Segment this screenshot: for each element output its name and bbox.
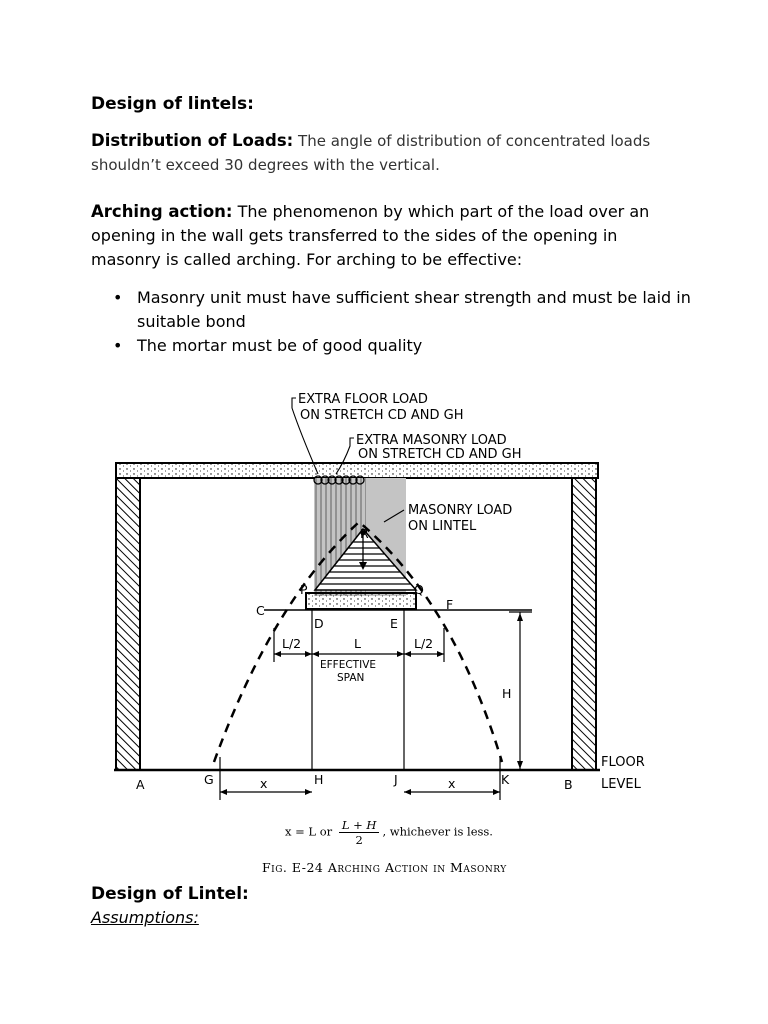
- label-extra-masonry-2: ON STRETCH CD AND GH: [358, 447, 522, 462]
- point-b: B: [564, 777, 573, 792]
- page-title: Design of lintels:: [91, 94, 254, 114]
- conditions-list: [91, 286, 691, 358]
- label-effective-1: EFFECTIVE: [320, 659, 377, 671]
- label-extra-floor-2: ON STRETCH CD AND GH: [300, 408, 464, 423]
- dim-x-left: x: [260, 776, 268, 791]
- section-heading: Design of Lintel:: [91, 884, 249, 904]
- dim-x-right: x: [448, 776, 456, 791]
- point-f: F: [446, 597, 454, 612]
- list-item: • The mortar must be of good quality: [91, 334, 691, 358]
- dim-l2-left: L/2: [282, 636, 302, 651]
- point-r: R: [360, 526, 369, 541]
- point-p: P: [300, 582, 308, 597]
- formula-rhs: , whichever is less.: [382, 824, 493, 839]
- point-g: G: [204, 772, 214, 787]
- formula-lhs: x = L or: [285, 824, 333, 839]
- dim-l: L: [354, 636, 361, 651]
- formula-denominator: 2: [355, 833, 363, 847]
- list-item: • Masonry unit must have sufficient shear strength and must be laid in suitable bond: [91, 286, 691, 334]
- point-k: K: [501, 772, 510, 787]
- point-d: D: [314, 616, 324, 631]
- distribution-heading: Distribution of Loads:: [91, 131, 294, 150]
- effective-span-formula: [285, 818, 493, 847]
- point-c: C: [256, 603, 265, 618]
- label-masonry-2: ON LINTEL: [408, 519, 477, 534]
- dim-l2-right: L/2: [414, 636, 434, 651]
- assumptions-heading: Assumptions:: [91, 908, 199, 927]
- label-floor-2: LEVEL: [601, 777, 641, 792]
- arching-heading: Arching action:: [91, 202, 233, 221]
- formula-numerator: L + H: [339, 818, 380, 833]
- label-masonry-1: MASONRY LOAD: [408, 503, 513, 518]
- figure-caption: Fig. E-24 Arching Action in Masonry: [262, 860, 507, 875]
- right-wall: [572, 478, 596, 770]
- arching-paragraph: [91, 200, 691, 272]
- distribution-paragraph: [91, 129, 691, 177]
- left-wall: [116, 478, 140, 770]
- point-q: Q: [414, 582, 424, 597]
- label-extra-floor-1: EXTRA FLOOR LOAD: [298, 392, 428, 407]
- lintel-beam: [306, 593, 416, 609]
- point-e: E: [390, 616, 398, 631]
- formula-fraction: [339, 818, 380, 847]
- point-h: H: [314, 772, 324, 787]
- label-effective-2: SPAN: [337, 672, 365, 684]
- arching-text: The phenomenon by which part of the load over an opening in the wall gets transferred to the sides of the opening in masonry is called arching. For arching to be effective:: [91, 202, 650, 269]
- label-extra-masonry-1: EXTRA MASONRY LOAD: [356, 433, 507, 448]
- arching-diagram: [104, 382, 645, 812]
- dim-h: H: [502, 686, 512, 701]
- point-a: A: [136, 777, 145, 792]
- point-j: J: [394, 772, 398, 787]
- floor-slab: [116, 463, 598, 478]
- label-floor-1: FLOOR: [601, 755, 645, 770]
- distribution-text: The angle of distribution of concentrated loads shouldn’t exceed 30 degrees with the vertical.: [91, 132, 651, 174]
